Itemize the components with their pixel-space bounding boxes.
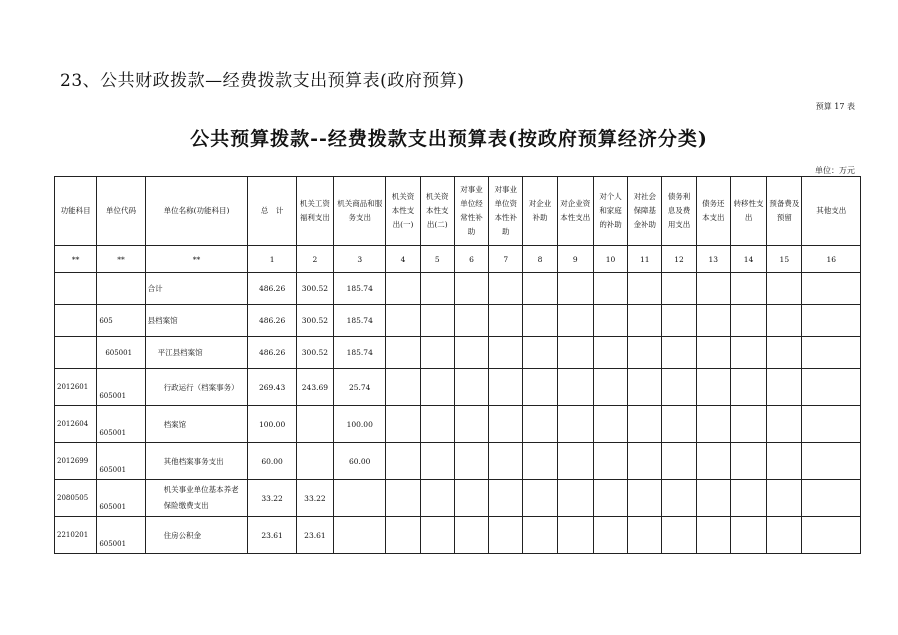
index-row bbox=[55, 246, 861, 273]
unit-code-cell: 605001 bbox=[97, 406, 145, 443]
total-cell: 23.61 bbox=[248, 517, 296, 554]
empty-cell bbox=[593, 337, 627, 369]
empty-cell bbox=[802, 337, 861, 369]
total-cell: 33.22 bbox=[248, 480, 296, 517]
empty-cell bbox=[730, 369, 766, 406]
empty-cell bbox=[628, 443, 662, 480]
func-code-cell bbox=[55, 305, 97, 337]
index-cell: 7 bbox=[489, 246, 523, 273]
empty-cell bbox=[454, 517, 488, 554]
table-row bbox=[55, 337, 861, 369]
empty-cell bbox=[628, 369, 662, 406]
empty-cell bbox=[454, 369, 488, 406]
empty-cell bbox=[662, 369, 696, 406]
index-cell: 13 bbox=[696, 246, 730, 273]
empty-cell bbox=[662, 305, 696, 337]
index-cell: 2 bbox=[296, 246, 333, 273]
salary-cell: 300.52 bbox=[296, 337, 333, 369]
empty-cell bbox=[593, 517, 627, 554]
salary-cell: 300.52 bbox=[296, 305, 333, 337]
empty-cell bbox=[767, 480, 802, 517]
empty-cell bbox=[696, 337, 730, 369]
name-cell: 其他档案事务支出 bbox=[145, 443, 248, 480]
empty-cell bbox=[802, 369, 861, 406]
empty-cell bbox=[802, 406, 861, 443]
unit-code-cell: 605001 bbox=[97, 443, 145, 480]
empty-cell bbox=[730, 480, 766, 517]
empty-cell bbox=[454, 337, 488, 369]
empty-cell bbox=[696, 305, 730, 337]
name-cell: 住房公积金 bbox=[145, 517, 248, 554]
empty-cell bbox=[557, 305, 593, 337]
index-cell: 4 bbox=[386, 246, 420, 273]
empty-cell bbox=[489, 406, 523, 443]
empty-cell bbox=[696, 406, 730, 443]
empty-cell bbox=[767, 305, 802, 337]
empty-cell bbox=[730, 305, 766, 337]
salary-cell bbox=[296, 406, 333, 443]
empty-cell bbox=[802, 305, 861, 337]
empty-cell bbox=[696, 273, 730, 305]
total-cell: 486.26 bbox=[248, 273, 296, 305]
table-row bbox=[55, 305, 861, 337]
empty-cell bbox=[628, 273, 662, 305]
col-header: 对个人和家庭的补助 bbox=[593, 177, 627, 246]
goods-cell: 100.00 bbox=[334, 406, 386, 443]
empty-cell bbox=[767, 369, 802, 406]
table-row bbox=[55, 480, 861, 517]
goods-cell bbox=[334, 480, 386, 517]
col-header: 机关资本性支出(二) bbox=[420, 177, 454, 246]
empty-cell bbox=[489, 369, 523, 406]
empty-cell bbox=[557, 443, 593, 480]
empty-cell bbox=[730, 517, 766, 554]
empty-cell bbox=[767, 337, 802, 369]
empty-cell bbox=[662, 517, 696, 554]
empty-cell bbox=[420, 406, 454, 443]
func-code-cell: 2080505 bbox=[55, 480, 97, 517]
empty-cell bbox=[454, 305, 488, 337]
empty-cell bbox=[593, 305, 627, 337]
index-cell: ** bbox=[145, 246, 248, 273]
unit-code-cell: 605001 bbox=[97, 369, 145, 406]
empty-cell bbox=[523, 480, 557, 517]
empty-cell bbox=[489, 305, 523, 337]
index-cell: ** bbox=[55, 246, 97, 273]
func-code-cell bbox=[55, 273, 97, 305]
empty-cell bbox=[557, 337, 593, 369]
salary-cell: 300.52 bbox=[296, 273, 333, 305]
empty-cell bbox=[489, 337, 523, 369]
name-cell: 档案馆 bbox=[145, 406, 248, 443]
empty-cell bbox=[696, 369, 730, 406]
total-cell: 60.00 bbox=[248, 443, 296, 480]
empty-cell bbox=[628, 517, 662, 554]
unit-code-cell: 605001 bbox=[97, 337, 145, 369]
empty-cell bbox=[386, 337, 420, 369]
empty-cell bbox=[730, 273, 766, 305]
func-code-cell: 2210201 bbox=[55, 517, 97, 554]
func-code-cell: 2012604 bbox=[55, 406, 97, 443]
budget-table bbox=[54, 176, 861, 554]
empty-cell bbox=[557, 406, 593, 443]
salary-cell: 33.22 bbox=[296, 480, 333, 517]
col-header: 总 计 bbox=[248, 177, 296, 246]
empty-cell bbox=[454, 443, 488, 480]
empty-cell bbox=[523, 273, 557, 305]
name-cell: 县档案馆 bbox=[145, 305, 248, 337]
empty-cell bbox=[420, 305, 454, 337]
empty-cell bbox=[730, 406, 766, 443]
col-header: 对社会保障基金补助 bbox=[628, 177, 662, 246]
index-cell: 8 bbox=[523, 246, 557, 273]
col-header: 机关商品和服务支出 bbox=[334, 177, 386, 246]
empty-cell bbox=[523, 337, 557, 369]
func-code-cell bbox=[55, 337, 97, 369]
col-header: 单位名称(功能科目) bbox=[145, 177, 248, 246]
index-cell: 11 bbox=[628, 246, 662, 273]
col-header: 对事业单位经常性补助 bbox=[454, 177, 488, 246]
index-cell: 16 bbox=[802, 246, 861, 273]
index-cell: 1 bbox=[248, 246, 296, 273]
empty-cell bbox=[730, 337, 766, 369]
index-cell: 14 bbox=[730, 246, 766, 273]
empty-cell bbox=[454, 273, 488, 305]
table-row bbox=[55, 517, 861, 554]
col-header: 债务还本支出 bbox=[696, 177, 730, 246]
index-cell: 10 bbox=[593, 246, 627, 273]
empty-cell bbox=[696, 480, 730, 517]
table-title: 公共预算拨款--经费拨款支出预算表(按政府预算经济分类) bbox=[190, 128, 708, 150]
empty-cell bbox=[420, 337, 454, 369]
name-cell: 合计 bbox=[145, 273, 248, 305]
col-header: 机关工资福利支出 bbox=[296, 177, 333, 246]
empty-cell bbox=[386, 369, 420, 406]
col-header: 单位代码 bbox=[97, 177, 145, 246]
empty-cell bbox=[523, 305, 557, 337]
salary-cell bbox=[296, 443, 333, 480]
empty-cell bbox=[523, 406, 557, 443]
col-header: 对企业补助 bbox=[523, 177, 557, 246]
index-cell: 6 bbox=[454, 246, 488, 273]
goods-cell: 60.00 bbox=[334, 443, 386, 480]
empty-cell bbox=[767, 406, 802, 443]
goods-cell: 25.74 bbox=[334, 369, 386, 406]
empty-cell bbox=[489, 517, 523, 554]
table-row bbox=[55, 273, 861, 305]
empty-cell bbox=[662, 406, 696, 443]
salary-cell: 23.61 bbox=[296, 517, 333, 554]
index-cell: ** bbox=[97, 246, 145, 273]
col-header: 转移性支出 bbox=[730, 177, 766, 246]
empty-cell bbox=[802, 273, 861, 305]
goods-cell: 185.74 bbox=[334, 273, 386, 305]
goods-cell bbox=[334, 517, 386, 554]
empty-cell bbox=[662, 480, 696, 517]
empty-cell bbox=[557, 480, 593, 517]
unit-code-cell: 605001 bbox=[97, 517, 145, 554]
func-code-cell: 2012601 bbox=[55, 369, 97, 406]
empty-cell bbox=[386, 406, 420, 443]
col-header: 功能科目 bbox=[55, 177, 97, 246]
empty-cell bbox=[454, 406, 488, 443]
empty-cell bbox=[420, 443, 454, 480]
empty-cell bbox=[730, 443, 766, 480]
empty-cell bbox=[489, 273, 523, 305]
empty-cell bbox=[593, 443, 627, 480]
goods-cell: 185.74 bbox=[334, 305, 386, 337]
empty-cell bbox=[420, 273, 454, 305]
empty-cell bbox=[802, 517, 861, 554]
empty-cell bbox=[767, 273, 802, 305]
total-cell: 486.26 bbox=[248, 337, 296, 369]
empty-cell bbox=[802, 443, 861, 480]
empty-cell bbox=[593, 480, 627, 517]
empty-cell bbox=[386, 480, 420, 517]
table-number: 预算 17 表 bbox=[815, 102, 855, 111]
unit-code-cell: 605 bbox=[97, 305, 145, 337]
total-cell: 486.26 bbox=[248, 305, 296, 337]
table-row bbox=[55, 406, 861, 443]
unit-code-cell bbox=[97, 273, 145, 305]
empty-cell bbox=[628, 337, 662, 369]
empty-cell bbox=[802, 480, 861, 517]
index-cell: 3 bbox=[334, 246, 386, 273]
name-cell: 平江县档案馆 bbox=[145, 337, 248, 369]
empty-cell bbox=[662, 337, 696, 369]
col-header: 预备费及预留 bbox=[767, 177, 802, 246]
col-header: 债务利息及费用支出 bbox=[662, 177, 696, 246]
empty-cell bbox=[454, 480, 488, 517]
name-cell: 行政运行（档案事务） bbox=[145, 369, 248, 406]
empty-cell bbox=[386, 517, 420, 554]
header-row bbox=[55, 177, 861, 246]
func-code-cell: 2012699 bbox=[55, 443, 97, 480]
total-cell: 269.43 bbox=[248, 369, 296, 406]
empty-cell bbox=[628, 305, 662, 337]
empty-cell bbox=[593, 369, 627, 406]
empty-cell bbox=[523, 369, 557, 406]
unit-label: 单位：万元 bbox=[815, 166, 855, 175]
empty-cell bbox=[420, 369, 454, 406]
col-header: 机关资本性支出(一) bbox=[386, 177, 420, 246]
empty-cell bbox=[420, 517, 454, 554]
empty-cell bbox=[767, 443, 802, 480]
empty-cell bbox=[489, 480, 523, 517]
empty-cell bbox=[557, 517, 593, 554]
empty-cell bbox=[523, 443, 557, 480]
empty-cell bbox=[386, 273, 420, 305]
empty-cell bbox=[628, 480, 662, 517]
empty-cell bbox=[489, 443, 523, 480]
empty-cell bbox=[662, 273, 696, 305]
empty-cell bbox=[696, 517, 730, 554]
empty-cell bbox=[420, 480, 454, 517]
table-row bbox=[55, 443, 861, 480]
col-header: 对企业资本性支出 bbox=[557, 177, 593, 246]
empty-cell bbox=[386, 305, 420, 337]
empty-cell bbox=[628, 406, 662, 443]
col-header: 对事业单位资本性补助 bbox=[489, 177, 523, 246]
empty-cell bbox=[523, 517, 557, 554]
empty-cell bbox=[593, 273, 627, 305]
name-cell: 机关事业单位基本养老保险缴费支出 bbox=[145, 480, 248, 517]
empty-cell bbox=[662, 443, 696, 480]
total-cell: 100.00 bbox=[248, 406, 296, 443]
index-cell: 12 bbox=[662, 246, 696, 273]
empty-cell bbox=[767, 517, 802, 554]
table-row bbox=[55, 369, 861, 406]
col-header: 其他支出 bbox=[802, 177, 861, 246]
empty-cell bbox=[557, 369, 593, 406]
empty-cell bbox=[557, 273, 593, 305]
index-cell: 5 bbox=[420, 246, 454, 273]
page-heading: 23、公共财政拨款—经费拨款支出预算表(政府预算) bbox=[60, 71, 465, 91]
unit-code-cell: 605001 bbox=[97, 480, 145, 517]
empty-cell bbox=[696, 443, 730, 480]
index-cell: 15 bbox=[767, 246, 802, 273]
index-cell: 9 bbox=[557, 246, 593, 273]
empty-cell bbox=[386, 443, 420, 480]
salary-cell: 243.69 bbox=[296, 369, 333, 406]
empty-cell bbox=[593, 406, 627, 443]
goods-cell: 185.74 bbox=[334, 337, 386, 369]
